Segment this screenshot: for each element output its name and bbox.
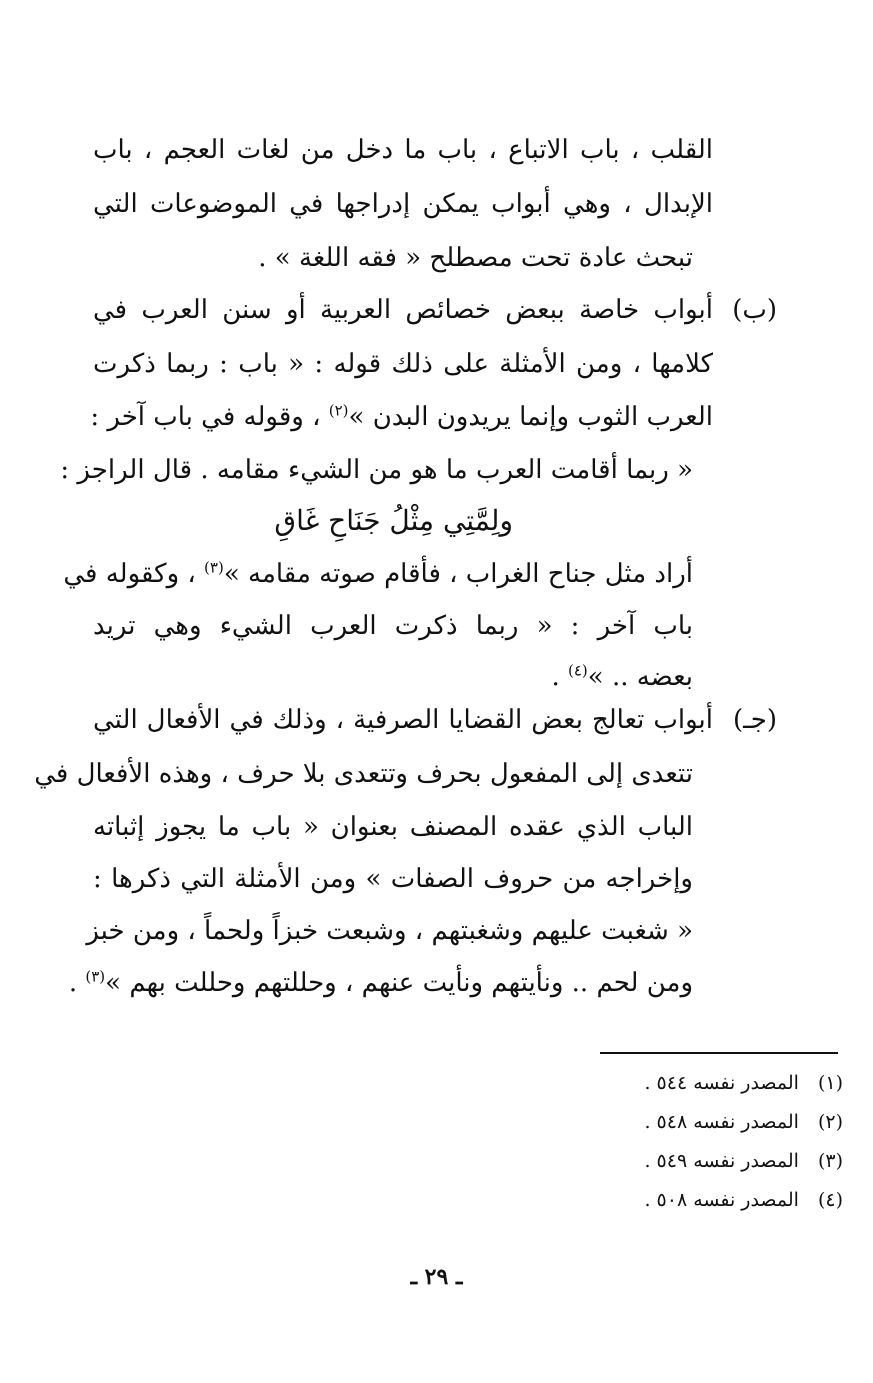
intro-line-2: الإبدال ، وهي أبواب يمكن إدراجها في الموضوعات التي <box>93 189 713 219</box>
section-c-line-1: أبواب تعالج بعض القضايا الصرفية ، وذلك في الأفعال التي <box>93 705 713 735</box>
section-c-line-6-tail: . <box>68 968 78 998</box>
intro-line-3: تبحث عادة تحت مصطلح « فقه اللغة » . <box>258 243 693 273</box>
section-b-after-1-tail: ، وكقوله في <box>63 559 196 589</box>
footnote-4-number: (٤) <box>817 1189 843 1211</box>
footnote-ref-3a: (٣) <box>204 558 224 577</box>
section-b-line-1: أبواب خاصة ببعض خصائص العربية أو سنن العرب في <box>93 295 713 325</box>
page-number <box>0 1262 873 1292</box>
footnote-1 <box>644 1070 843 1096</box>
section-c-line-6 <box>69 965 693 1001</box>
section-c-line-4: وإخراجه من حروف الصفات » ومن الأمثلة التي ذكرها : <box>93 864 693 894</box>
section-b-after-1-text: أراد مثل جناح الغراب ، فأقام صوته مقامه » <box>223 559 693 589</box>
footnote-2-text: المصدر نفسه ٥٤٨ . <box>644 1111 799 1133</box>
section-c-line-3: الباب الذي عقده المصنف بعنوان « باب ما يجوز إثباته <box>93 812 693 842</box>
footnote-1-text: المصدر نفسه ٥٤٤ . <box>644 1072 799 1094</box>
footnote-ref-3b: (٣) <box>85 967 106 986</box>
footnote-3-text: المصدر نفسه ٥٤٩ . <box>644 1150 799 1172</box>
footnote-1-number: (١) <box>817 1072 843 1094</box>
section-c-line-6-text: ومن لحم .. ونأيتهم ونأيت عنهم ، وحللتهم وحللت بهم » <box>105 968 693 998</box>
footnote-ref-2: (٢) <box>328 401 349 420</box>
footnote-2-number: (٢) <box>817 1111 843 1133</box>
footnote-divider <box>600 1052 838 1054</box>
section-c-line-5: « شغبت عليهم وشغبتهم ، وشبعت خبزاً ولحماً ، ومن خبز <box>86 916 693 946</box>
footnote-4 <box>644 1187 843 1213</box>
section-b-after-3-text: بعضه .. » <box>587 662 693 692</box>
section-c-line-2: تتعدى إلى المفعول بحرف وتتعدى بلا حرف ، وهذه الأفعال في <box>34 759 693 789</box>
footnote-3 <box>644 1148 843 1174</box>
page-number-text: ـ ٢٩ ـ <box>410 1264 463 1290</box>
footnote-4-text: المصدر نفسه ٥٠٨ . <box>644 1189 799 1211</box>
section-b-line-3-text: العرب الثوب وإنما يريدون البدن » <box>348 402 713 432</box>
section-b-label: (ب) <box>732 295 777 325</box>
section-b-line-3 <box>90 399 713 435</box>
footnote-ref-4: (٤) <box>567 661 588 680</box>
section-b-after-3 <box>551 659 693 695</box>
verse-line: ولِمَّتِي مِثْلُ جَنَاحِ غَاقِ <box>274 504 513 537</box>
footnote-3-number: (٣) <box>817 1150 843 1172</box>
section-b-after-1 <box>63 556 693 592</box>
section-b-line-2: كلامها ، ومن الأمثلة على ذلك قوله : « باب : ربما ذكرت <box>93 349 713 379</box>
section-b-after-2: باب آخر : « ربما ذكرت العرب الشيء وهي تريد <box>93 611 693 641</box>
section-b-line-3-tail: ، وقوله في باب آخر : <box>90 402 321 432</box>
intro-line-1: القلب ، باب الاتباع ، باب ما دخل من لغات العجم ، باب <box>93 135 713 165</box>
section-b-after-3-tail: . <box>551 662 560 692</box>
footnote-2 <box>644 1109 843 1135</box>
section-b-line-4: « ربما أقامت العرب ما هو من الشيء مقامه . قال الراجز : <box>60 455 693 485</box>
section-c-label: (جـ) <box>733 705 777 735</box>
